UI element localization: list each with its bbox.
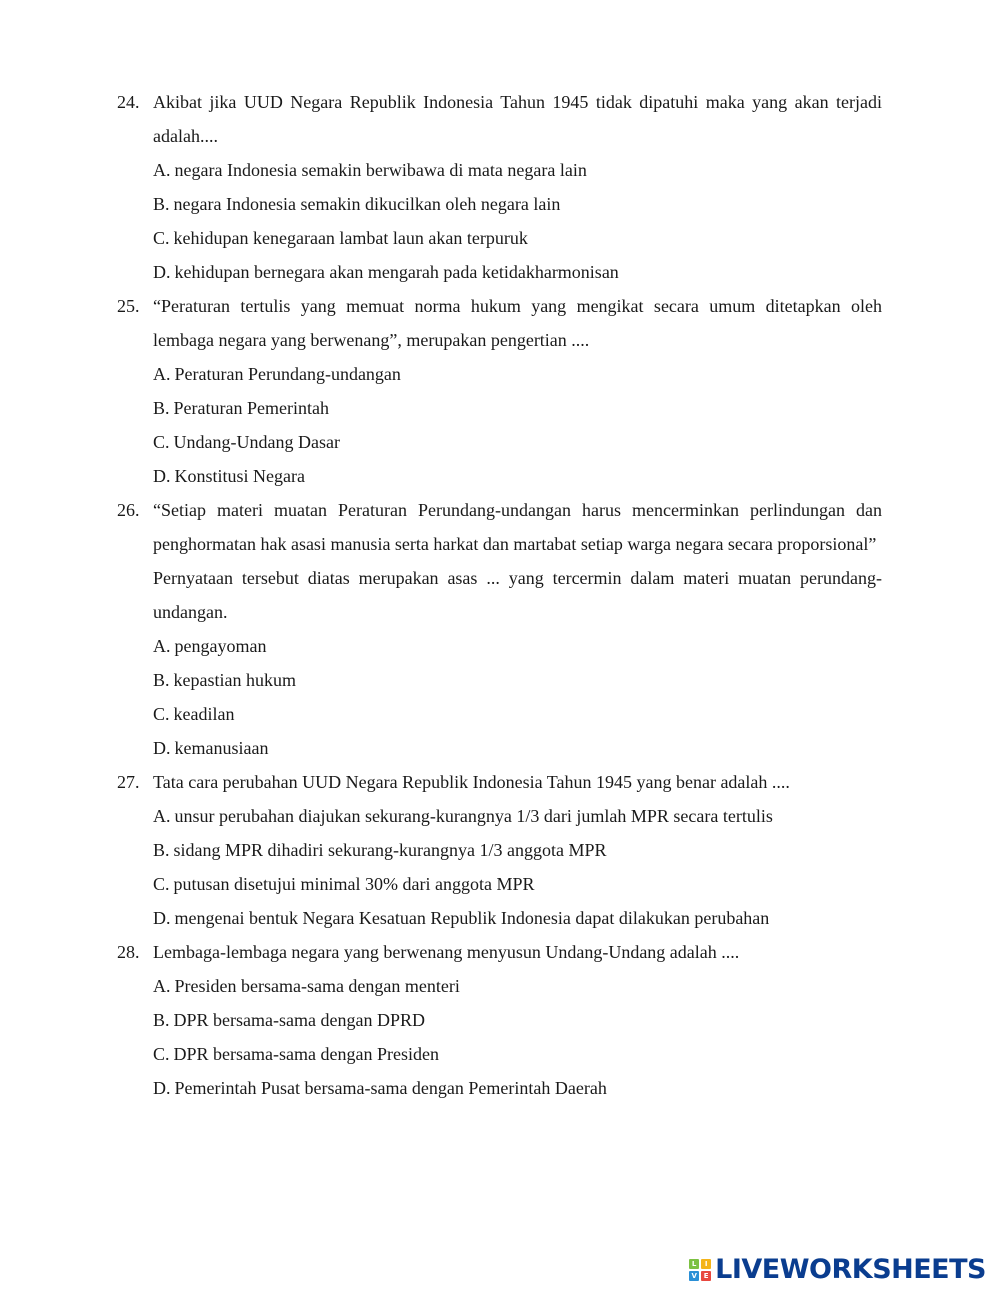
option-text: keadilan bbox=[173, 704, 235, 724]
question-28 bbox=[0, 935, 1000, 1105]
option-b[interactable] bbox=[153, 1003, 882, 1037]
option-a[interactable] bbox=[153, 153, 882, 187]
option-text: DPR bersama-sama dengan DPRD bbox=[173, 1010, 425, 1030]
logo-tile: V bbox=[689, 1271, 699, 1281]
option-b[interactable] bbox=[153, 187, 882, 221]
question-25 bbox=[0, 289, 1000, 493]
logo-tile: E bbox=[701, 1271, 711, 1281]
option-text: kemanusiaan bbox=[174, 738, 269, 758]
question-number: 26. bbox=[117, 500, 140, 520]
option-a[interactable] bbox=[153, 969, 882, 1003]
option-c[interactable] bbox=[153, 425, 882, 459]
option-text: kehidupan kenegaraan lambat laun akan terpuruk bbox=[173, 228, 528, 248]
logo-grid-icon bbox=[689, 1259, 711, 1281]
option-letter: D. bbox=[153, 466, 171, 486]
option-letter: D. bbox=[153, 738, 171, 758]
option-letter: B. bbox=[153, 398, 170, 418]
question-text: Lembaga-lembaga negara yang berwenang menyusun Undang-Undang adalah .... bbox=[153, 942, 740, 962]
option-b[interactable] bbox=[153, 833, 882, 867]
option-letter: B. bbox=[153, 1010, 170, 1030]
liveworksheets-logo[interactable] bbox=[689, 1254, 986, 1286]
option-text: Pemerintah Pusat bersama-sama dengan Pemerintah Daerah bbox=[174, 1078, 607, 1098]
option-letter: B. bbox=[153, 840, 170, 860]
option-a[interactable] bbox=[153, 629, 882, 663]
option-text: Konstitusi Negara bbox=[174, 466, 305, 486]
option-a[interactable] bbox=[153, 357, 882, 391]
option-letter: A. bbox=[153, 364, 171, 384]
option-text: negara Indonesia semakin dikucilkan oleh negara lain bbox=[173, 194, 561, 214]
worksheet-document bbox=[0, 85, 1000, 1105]
question-number: 28. bbox=[117, 942, 140, 962]
option-letter: B. bbox=[153, 194, 170, 214]
option-letter: C. bbox=[153, 432, 170, 452]
option-text: unsur perubahan diajukan sekurang-kurangnya 1/3 dari jumlah MPR secara tertulis bbox=[174, 806, 773, 826]
question-number: 27. bbox=[117, 772, 140, 792]
option-text: negara Indonesia semakin berwibawa di mata negara lain bbox=[174, 160, 587, 180]
question-number: 24. bbox=[117, 92, 140, 112]
option-d[interactable] bbox=[153, 459, 882, 493]
option-text: kepastian hukum bbox=[173, 670, 296, 690]
option-letter: A. bbox=[153, 976, 171, 996]
option-c[interactable] bbox=[153, 221, 882, 255]
option-text: pengayoman bbox=[174, 636, 267, 656]
question-24 bbox=[0, 85, 1000, 289]
question-text: “Setiap materi muatan Peraturan Perundang-undangan harus mencerminkan perlindungan dan penghormatan hak asasi manusia serta harkat dan martabat setiap warga negara secara proporsional” bbox=[153, 500, 882, 554]
option-text: sidang MPR dihadiri sekurang-kurangnya 1/3 anggota MPR bbox=[173, 840, 607, 860]
question-text: Tata cara perubahan UUD Negara Republik Indonesia Tahun 1945 yang benar adalah .... bbox=[153, 772, 790, 792]
question-26 bbox=[0, 493, 1000, 765]
option-text: Peraturan Pemerintah bbox=[173, 398, 329, 418]
option-c[interactable] bbox=[153, 1037, 882, 1071]
option-text: Peraturan Perundang-undangan bbox=[174, 364, 401, 384]
option-letter: D. bbox=[153, 262, 171, 282]
question-number: 25. bbox=[117, 296, 140, 316]
option-b[interactable] bbox=[153, 663, 882, 697]
logo-tile: L bbox=[689, 1259, 699, 1269]
option-letter: A. bbox=[153, 806, 171, 826]
logo-tile: I bbox=[701, 1259, 711, 1269]
option-letter: B. bbox=[153, 670, 170, 690]
option-text: mengenai bentuk Negara Kesatuan Republik Indonesia dapat dilakukan perubahan bbox=[174, 908, 770, 928]
question-text: Akibat jika UUD Negara Republik Indonesia Tahun 1945 tidak dipatuhi maka yang akan terjadi adalah.... bbox=[153, 92, 882, 146]
option-b[interactable] bbox=[153, 391, 882, 425]
option-letter: D. bbox=[153, 908, 171, 928]
option-a[interactable] bbox=[153, 799, 882, 833]
option-letter: D. bbox=[153, 1078, 171, 1098]
option-text: Undang-Undang Dasar bbox=[173, 432, 340, 452]
option-text: kehidupan bernegara akan mengarah pada ketidakharmonisan bbox=[174, 262, 619, 282]
option-letter: A. bbox=[153, 636, 171, 656]
option-d[interactable] bbox=[153, 731, 882, 765]
question-27 bbox=[0, 765, 1000, 935]
option-c[interactable] bbox=[153, 867, 882, 901]
option-d[interactable] bbox=[153, 901, 882, 935]
option-text: putusan disetujui minimal 30% dari anggota MPR bbox=[173, 874, 535, 894]
option-d[interactable] bbox=[153, 1071, 882, 1105]
option-c[interactable] bbox=[153, 697, 882, 731]
option-letter: A. bbox=[153, 160, 171, 180]
question-text: “Peraturan tertulis yang memuat norma hukum yang mengikat secara umum ditetapkan oleh lembaga negara yang berwenang”, merupakan pengertian .... bbox=[153, 296, 882, 350]
option-text: DPR bersama-sama dengan Presiden bbox=[173, 1044, 439, 1064]
option-letter: C. bbox=[153, 704, 170, 724]
option-letter: C. bbox=[153, 228, 170, 248]
option-text: Presiden bersama-sama dengan menteri bbox=[174, 976, 460, 996]
logo-text: LIVEWORKSHEETS bbox=[715, 1254, 986, 1285]
question-note: Pernyataan tersebut diatas merupakan asas ... yang tercermin dalam materi muatan perundang-undangan. bbox=[153, 568, 882, 622]
option-d[interactable] bbox=[153, 255, 882, 289]
option-letter: C. bbox=[153, 1044, 170, 1064]
option-letter: C. bbox=[153, 874, 170, 894]
